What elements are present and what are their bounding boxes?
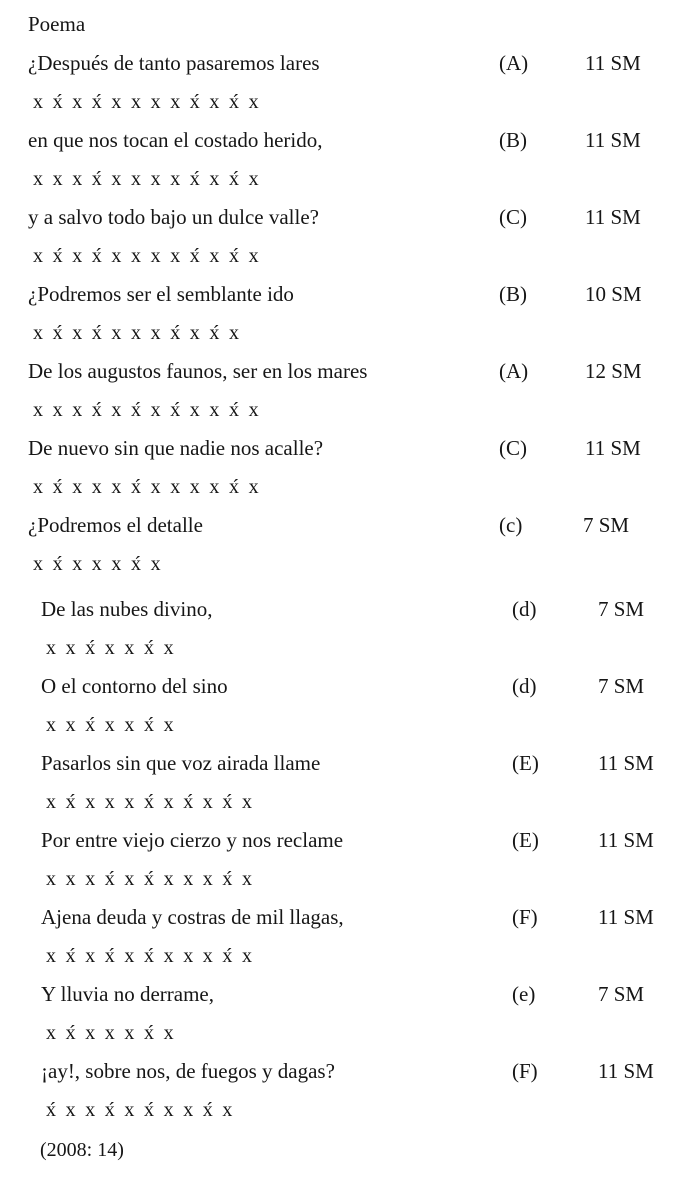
verse-text: y a salvo todo bajo un dulce valle? <box>28 205 319 229</box>
meter-label: 7 SM <box>598 597 645 621</box>
meter-label: 10 SM <box>585 282 642 306</box>
scansion-line: x x́ x x́ x x x x́ x x́ x <box>33 322 242 344</box>
verse-text: Por entre viejo cierzo y nos reclame <box>41 828 344 852</box>
verse-line <box>0 511 682 539</box>
verse-text: De las nubes divino, <box>41 597 213 621</box>
verse-line <box>0 203 682 231</box>
verse-text: ¿Después de tanto pasaremos lares <box>28 51 320 75</box>
meter-label: 7 SM <box>598 982 645 1006</box>
citation: (2008: 14) <box>40 1139 124 1161</box>
rhyme-label: (A) <box>499 51 529 75</box>
rhyme-label: (F) <box>512 1059 538 1083</box>
scansion-line: x x́ x x́ x x x x x́ x x́ x <box>33 91 261 113</box>
scansion-line: x x́ x x x x́ x <box>33 553 163 575</box>
rhyme-label: (A) <box>499 359 529 383</box>
scansion-line: x x x́ x x x́ x <box>46 637 176 659</box>
meter-label: 11 SM <box>598 905 654 929</box>
meter-label: 11 SM <box>598 751 654 775</box>
verse-line <box>0 1057 682 1085</box>
meter-label: 7 SM <box>598 674 645 698</box>
verse-line <box>0 357 682 385</box>
scansion-line: x x́ x x́ x x́ x x x x́ x <box>46 945 255 967</box>
rhyme-label: (E) <box>512 828 539 852</box>
verse-text: Pasarlos sin que voz airada llame <box>41 751 321 775</box>
meter-label: 11 SM <box>585 205 641 229</box>
poem-title: Poema <box>28 12 86 36</box>
scansion-line: x x x x́ x x́ x x x x́ x <box>46 868 255 890</box>
scansion-line: x x x x́ x x x x x́ x x́ x <box>33 168 261 190</box>
scansion-line: x x x́ x x x́ x <box>46 714 176 736</box>
verse-line <box>0 126 682 154</box>
rhyme-label: (C) <box>499 205 527 229</box>
rhyme-label: (d) <box>512 674 537 698</box>
verse-line <box>0 672 682 700</box>
scansion-line: x x́ x x x x́ x <box>46 1022 176 1044</box>
meter-label: 11 SM <box>585 51 641 75</box>
verse-text: ¿Podremos ser el semblante ido <box>28 282 294 306</box>
rhyme-label: (C) <box>499 436 527 460</box>
meter-label: 7 SM <box>583 513 630 537</box>
verse-line <box>0 903 682 931</box>
verse-text: De los augustos faunos, ser en los mares <box>28 359 368 383</box>
scansion-line: x x́ x x x x́ x x́ x x́ x <box>46 791 255 813</box>
verse-text: ¿Podremos el detalle <box>28 513 203 537</box>
verse-line <box>0 280 682 308</box>
meter-label: 11 SM <box>598 828 654 852</box>
rhyme-label: (e) <box>512 982 536 1006</box>
scansion-line: x x́ x x́ x x x x x́ x x́ x <box>33 245 261 267</box>
scansion-line: x́ x x x́ x x́ x x x́ x <box>46 1099 235 1121</box>
verse-line <box>0 749 682 777</box>
rhyme-label: (B) <box>499 128 527 152</box>
verse-text: De nuevo sin que nadie nos acalle? <box>28 436 324 460</box>
meter-label: 11 SM <box>598 1059 654 1083</box>
rhyme-label: (c) <box>499 513 523 537</box>
meter-label: 12 SM <box>585 359 642 383</box>
verse-line <box>0 49 682 77</box>
verse-line <box>0 980 682 1008</box>
verse-text: O el contorno del sino <box>41 674 228 698</box>
verse-line <box>0 595 682 623</box>
verse-text: Ajena deuda y costras de mil llagas, <box>41 905 344 929</box>
rhyme-label: (B) <box>499 282 527 306</box>
meter-label: 11 SM <box>585 128 641 152</box>
rhyme-label: (E) <box>512 751 539 775</box>
rhyme-label: (d) <box>512 597 537 621</box>
verse-line <box>0 434 682 462</box>
verse-text: ¡ay!, sobre nos, de fuegos y dagas? <box>41 1059 335 1083</box>
verse-text: Y lluvia no derrame, <box>41 982 214 1006</box>
rhyme-label: (F) <box>512 905 538 929</box>
verse-text: en que nos tocan el costado herido, <box>28 128 323 152</box>
meter-label: 11 SM <box>585 436 641 460</box>
verse-line <box>0 826 682 854</box>
scansion-line: x x́ x x x x́ x x x x x́ x <box>33 476 261 498</box>
scansion-line: x x x x́ x x́ x x́ x x x́ x <box>33 399 261 421</box>
